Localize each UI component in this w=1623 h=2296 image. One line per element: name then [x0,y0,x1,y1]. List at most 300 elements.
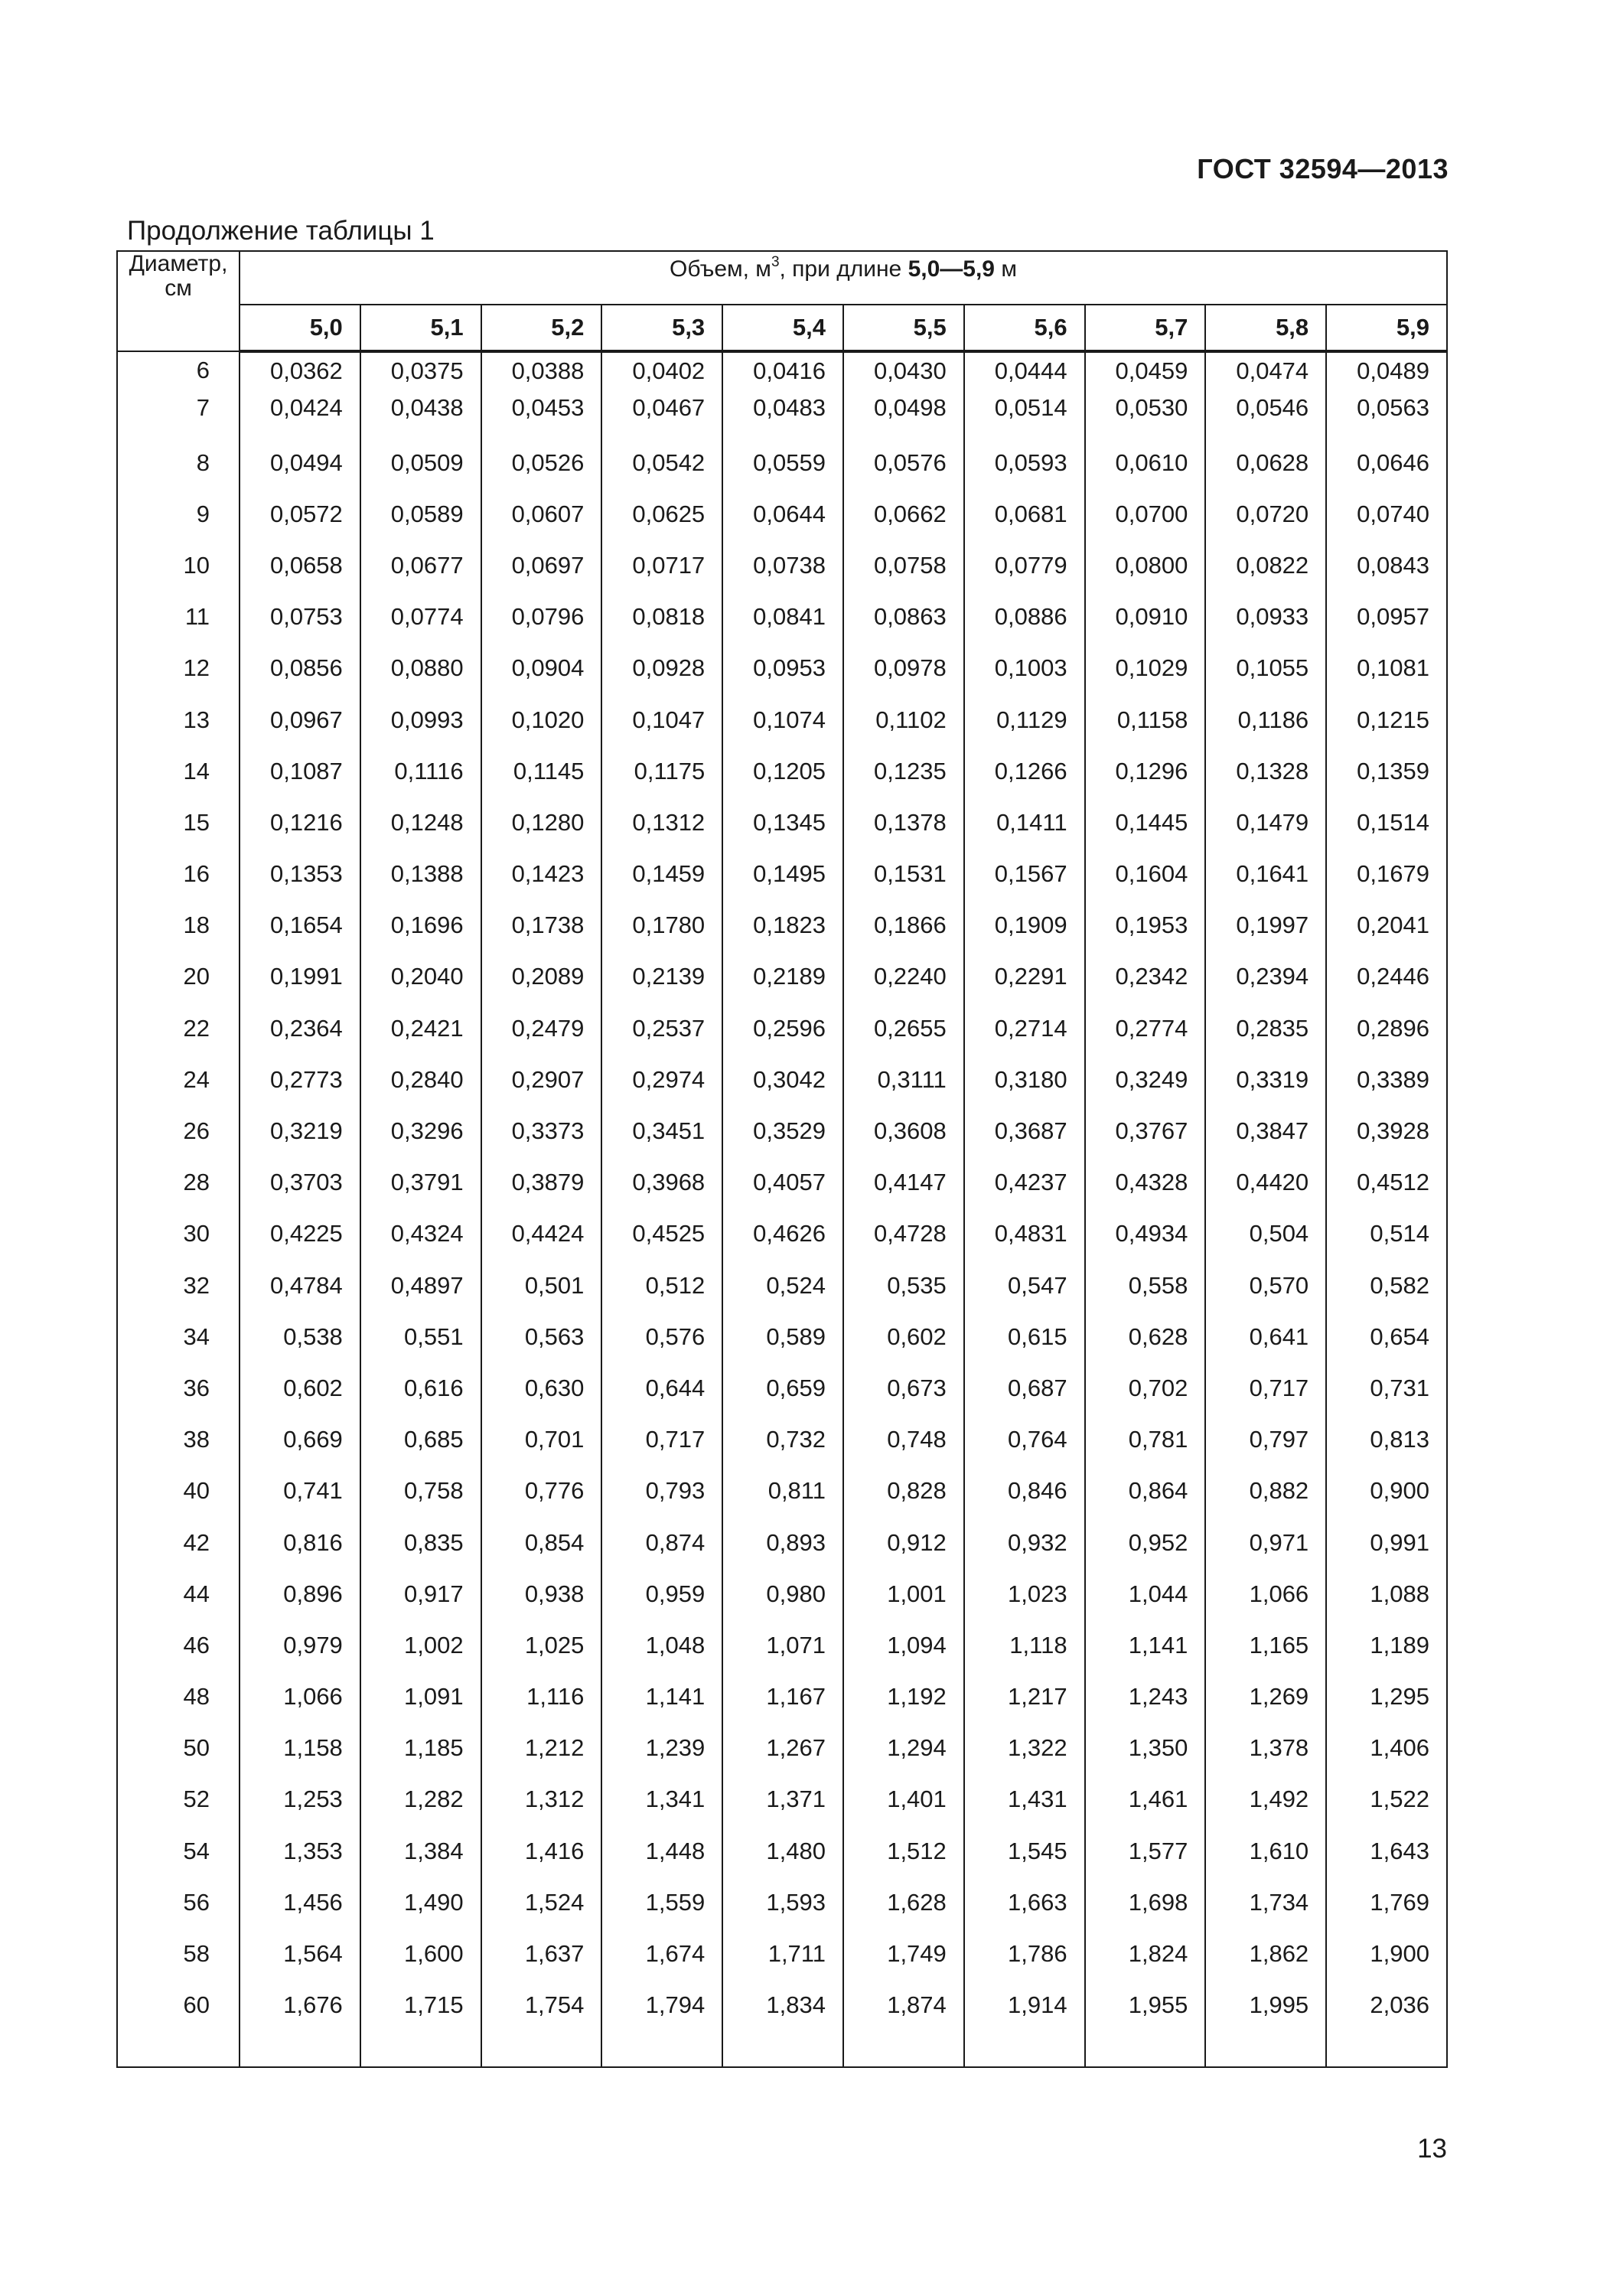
volume-cell: 0,0863 [843,592,964,643]
volume-cell: 0,932 [964,1517,1085,1568]
volume-cell: 0,3180 [964,1054,1085,1105]
volume-cell: 0,1738 [481,900,602,951]
volume-cell: 1,025 [481,1619,602,1671]
table-row [117,1105,1447,1156]
volume-cell: 1,350 [1085,1723,1206,1774]
volume-cell: 0,1823 [722,900,843,951]
volume-cell: 0,1411 [964,797,1085,848]
volume-cell: 0,1909 [964,900,1085,951]
volume-cell: 0,1102 [843,694,964,745]
volume-cell: 0,0559 [722,437,843,488]
volume-cell: 0,0646 [1326,437,1447,488]
volume-cell: 0,811 [722,1466,843,1517]
volume-cell: 0,0933 [1205,592,1326,643]
table-row [117,592,1447,643]
volume-cell: 1,593 [722,1877,843,1928]
volume-cell: 0,2394 [1205,951,1326,1003]
volume-cell: 0,1953 [1085,900,1206,951]
volume-cell: 1,577 [1085,1825,1206,1877]
volume-cell: 1,066 [1205,1568,1326,1619]
page-number: 13 [1417,2134,1447,2164]
volume-cell: 0,0796 [481,592,602,643]
volume-cell: 0,0856 [240,643,360,694]
table-row [117,1825,1447,1877]
volume-cell: 0,1248 [360,797,481,848]
volume-cell: 0,0467 [601,393,722,437]
volume-cell: 0,0658 [240,540,360,591]
volume-cell: 0,3319 [1205,1054,1326,1105]
volume-cell: 0,0822 [1205,540,1326,591]
volume-cell: 0,0625 [601,488,722,540]
volume-cell: 1,353 [240,1825,360,1877]
volume-cell: 0,4324 [360,1208,481,1260]
table-row [117,393,1447,437]
volume-header-range: 5,0—5,9 [908,256,995,282]
volume-cell: 0,917 [360,1568,481,1619]
length-header-cell: 5,9 [1326,305,1447,351]
volume-cell: 0,816 [240,1517,360,1568]
volume-cell: 0,701 [481,1414,602,1466]
volume-cell: 0,4512 [1326,1157,1447,1208]
volume-cell: 0,991 [1326,1517,1447,1568]
volume-cell: 1,874 [843,1980,964,2031]
volume-cell: 0,2974 [601,1054,722,1105]
table-row [117,437,1447,488]
volume-cell: 0,900 [1326,1466,1447,1517]
diameter-cell: 52 [117,1774,240,1825]
volume-header-superscript: 3 [771,254,780,270]
volume-cell: 0,3373 [481,1105,602,1156]
volume-cell: 0,4424 [481,1208,602,1260]
volume-cell: 0,980 [722,1568,843,1619]
table-row [117,1003,1447,1054]
table-row [117,694,1447,745]
volume-cell: 0,1378 [843,797,964,848]
table-row [117,951,1447,1003]
volume-cell: 0,0720 [1205,488,1326,540]
volume-cell: 0,570 [1205,1260,1326,1311]
volume-cell: 0,4897 [360,1260,481,1311]
volume-cell: 2,036 [1326,1980,1447,2031]
table-bottom-spacer [117,2031,1447,2067]
spacer-cell [117,2031,240,2067]
volume-cell: 0,659 [722,1362,843,1414]
volume-cell: 0,0438 [360,393,481,437]
volume-cell: 0,882 [1205,1466,1326,1517]
diameter-cell: 10 [117,540,240,591]
volume-cell: 0,2537 [601,1003,722,1054]
volume-cell: 0,1280 [481,797,602,848]
volume-cell: 0,535 [843,1260,964,1311]
diameter-cell: 50 [117,1723,240,1774]
volume-cell: 0,2596 [722,1003,843,1054]
volume-cell: 0,1020 [481,694,602,745]
volume-cell: 0,702 [1085,1362,1206,1414]
volume-cell: 0,1997 [1205,900,1326,951]
volume-cell: 0,1459 [601,849,722,900]
volume-cell: 0,748 [843,1414,964,1466]
table-row [117,849,1447,900]
volume-cell: 0,514 [1326,1208,1447,1260]
volume-cell: 0,3767 [1085,1105,1206,1156]
table-row [117,1260,1447,1311]
volume-cell: 0,3847 [1205,1105,1326,1156]
diameter-cell: 12 [117,643,240,694]
table-row [117,1208,1447,1260]
table-row [117,351,1447,393]
spacer-cell [240,2031,360,2067]
volume-cell: 1,490 [360,1877,481,1928]
volume-cell: 0,3703 [240,1157,360,1208]
volume-cell: 0,1145 [481,745,602,797]
length-header-cell: 5,0 [240,305,360,351]
volume-cell: 0,4057 [722,1157,843,1208]
spacer-cell [601,2031,722,2067]
volume-cell: 0,1696 [360,900,481,951]
volume-cell: 0,547 [964,1260,1085,1311]
volume-cell: 0,764 [964,1414,1085,1466]
volume-cell: 1,794 [601,1980,722,2031]
volume-cell: 0,2139 [601,951,722,1003]
volume-cell: 0,0697 [481,540,602,591]
volume-cell: 0,1116 [360,745,481,797]
volume-cell: 1,416 [481,1825,602,1877]
volume-cell: 1,091 [360,1671,481,1723]
table-row [117,900,1447,951]
volume-cell: 0,582 [1326,1260,1447,1311]
volume-cell: 0,1074 [722,694,843,745]
length-header-cell: 5,8 [1205,305,1326,351]
volume-cell: 0,776 [481,1466,602,1517]
volume-cell: 0,504 [1205,1208,1326,1260]
length-header-cell: 5,3 [601,305,722,351]
diameter-cell: 44 [117,1568,240,1619]
volume-cell: 0,0700 [1085,488,1206,540]
volume-cell: 0,846 [964,1466,1085,1517]
volume-cell: 0,1296 [1085,745,1206,797]
volume-cell: 0,3111 [843,1054,964,1105]
volume-cell: 0,952 [1085,1517,1206,1568]
volume-cell: 0,1055 [1205,643,1326,694]
volume-cell: 0,685 [360,1414,481,1466]
table-row [117,643,1447,694]
volume-cell: 0,563 [481,1311,602,1362]
volume-cell: 0,4237 [964,1157,1085,1208]
volume-cell: 0,0362 [240,351,360,393]
volume-cell: 0,0880 [360,643,481,694]
volume-cell: 1,158 [240,1723,360,1774]
volume-cell: 1,786 [964,1928,1085,1979]
volume-cell: 1,914 [964,1980,1085,2031]
volume-cell: 0,0593 [964,437,1085,488]
volume-cell: 0,3968 [601,1157,722,1208]
spacer-cell [1085,2031,1206,2067]
volume-cell: 1,749 [843,1928,964,1979]
volume-cell: 1,002 [360,1619,481,1671]
volume-cell: 0,654 [1326,1311,1447,1362]
volume-cell: 0,0542 [601,437,722,488]
diameter-cell: 8 [117,437,240,488]
volume-cell: 0,0628 [1205,437,1326,488]
volume-cell: 0,1991 [240,951,360,1003]
volume-cell: 1,185 [360,1723,481,1774]
volume-cell: 0,1641 [1205,849,1326,900]
volume-cell: 1,676 [240,1980,360,2031]
volume-table [116,250,1448,2068]
volume-cell: 0,2342 [1085,951,1206,1003]
volume-cell: 0,0758 [843,540,964,591]
volume-cell: 0,3219 [240,1105,360,1156]
table-row [117,1517,1447,1568]
volume-cell: 0,630 [481,1362,602,1414]
diameter-cell: 24 [117,1054,240,1105]
volume-cell: 0,3687 [964,1105,1085,1156]
volume-cell: 1,610 [1205,1825,1326,1877]
length-header-cell: 5,7 [1085,305,1206,351]
table-row [117,1311,1447,1362]
volume-cell: 0,0644 [722,488,843,540]
diameter-cell: 46 [117,1619,240,1671]
volume-cell: 1,165 [1205,1619,1326,1671]
volume-cell: 0,524 [722,1260,843,1311]
table-row [117,1723,1447,1774]
volume-cell: 0,1679 [1326,849,1447,900]
volume-cell: 0,717 [1205,1362,1326,1414]
volume-cell: 1,243 [1085,1671,1206,1723]
volume-cell: 1,448 [601,1825,722,1877]
volume-cell: 0,2907 [481,1054,602,1105]
volume-cell: 0,0662 [843,488,964,540]
volume-cell: 1,192 [843,1671,964,1723]
diameter-cell: 14 [117,745,240,797]
volume-cell: 0,3451 [601,1105,722,1156]
volume-cell: 0,0753 [240,592,360,643]
volume-cell: 0,717 [601,1414,722,1466]
volume-cell: 1,900 [1326,1928,1447,1979]
volume-cell: 0,2240 [843,951,964,1003]
table-row [117,1774,1447,1825]
volume-cell: 0,732 [722,1414,843,1466]
volume-cell: 0,1047 [601,694,722,745]
volume-cell: 0,0489 [1326,351,1447,393]
volume-cell: 0,0576 [843,437,964,488]
volume-cell: 0,641 [1205,1311,1326,1362]
volume-cell: 1,769 [1326,1877,1447,1928]
volume-cell: 0,835 [360,1517,481,1568]
volume-cell: 0,854 [481,1517,602,1568]
volume-cell: 0,1423 [481,849,602,900]
volume-cell: 1,698 [1085,1877,1206,1928]
diameter-cell: 22 [117,1003,240,1054]
volume-cell: 1,118 [964,1619,1085,1671]
volume-cell: 1,217 [964,1671,1085,1723]
volume-cell: 0,0910 [1085,592,1206,643]
diameter-cell: 20 [117,951,240,1003]
volume-cell: 1,071 [722,1619,843,1671]
diameter-cell: 38 [117,1414,240,1466]
volume-cell: 0,0526 [481,437,602,488]
volume-cell: 0,0563 [1326,393,1447,437]
volume-cell: 0,0928 [601,643,722,694]
volume-cell: 1,995 [1205,1980,1326,2031]
volume-cell: 0,813 [1326,1414,1447,1466]
volume-cell: 0,0483 [722,393,843,437]
volume-cell: 0,4328 [1085,1157,1206,1208]
volume-cell: 0,673 [843,1362,964,1414]
table-row [117,1671,1447,1723]
volume-cell: 0,797 [1205,1414,1326,1466]
volume-cell: 0,1129 [964,694,1085,745]
volume-cell: 0,0498 [843,393,964,437]
volume-cell: 0,1604 [1085,849,1206,900]
volume-cell: 1,824 [1085,1928,1206,1979]
volume-cell: 0,0607 [481,488,602,540]
volume-cell: 0,758 [360,1466,481,1517]
volume-cell: 1,189 [1326,1619,1447,1671]
diameter-cell: 32 [117,1260,240,1311]
volume-cell: 1,401 [843,1774,964,1825]
volume-cell: 0,0774 [360,592,481,643]
length-header-cell: 5,5 [843,305,964,351]
table-row [117,1362,1447,1414]
volume-cell: 1,282 [360,1774,481,1825]
volume-cell: 0,4831 [964,1208,1085,1260]
volume-cell: 1,524 [481,1877,602,1928]
volume-cell: 1,628 [843,1877,964,1928]
volume-cell: 0,0444 [964,351,1085,393]
volume-cell: 1,637 [481,1928,602,1979]
volume-cell: 0,896 [240,1568,360,1619]
diameter-cell: 28 [117,1157,240,1208]
volume-cell: 0,1186 [1205,694,1326,745]
volume-cell: 1,559 [601,1877,722,1928]
volume-cell: 1,480 [722,1825,843,1877]
volume-cell: 1,600 [360,1928,481,1979]
volume-cell: 1,492 [1205,1774,1326,1825]
volume-cell: 0,602 [843,1311,964,1362]
volume-cell: 0,971 [1205,1517,1326,1568]
volume-cell: 0,1514 [1326,797,1447,848]
table-row [117,745,1447,797]
diameter-cell: 6 [117,351,240,393]
table-caption: Продолжение таблицы 1 [127,216,435,246]
volume-cell: 1,294 [843,1723,964,1774]
volume-cell: 0,0453 [481,393,602,437]
volume-cell: 0,0717 [601,540,722,591]
volume-cell: 0,2896 [1326,1003,1447,1054]
volume-cell: 0,1567 [964,849,1085,900]
volume-cell: 1,754 [481,1980,602,2031]
volume-cell: 0,0509 [360,437,481,488]
volume-header-suffix: м [994,256,1017,282]
volume-cell: 0,0843 [1326,540,1447,591]
volume-cell: 1,378 [1205,1723,1326,1774]
volume-cell: 0,3791 [360,1157,481,1208]
table-row [117,1619,1447,1671]
diameter-cell: 34 [117,1311,240,1362]
volume-cell: 0,1531 [843,849,964,900]
volume-cell: 0,3296 [360,1105,481,1156]
diameter-cell: 42 [117,1517,240,1568]
diameter-cell: 15 [117,797,240,848]
volume-cell: 0,1654 [240,900,360,951]
volume-cell: 1,212 [481,1723,602,1774]
diameter-header: Диаметр, см [117,251,240,351]
length-header-cell: 5,6 [964,305,1085,351]
volume-cell: 0,0530 [1085,393,1206,437]
volume-cell: 0,1388 [360,849,481,900]
volume-cell: 0,3249 [1085,1054,1206,1105]
diameter-cell: 13 [117,694,240,745]
length-header-cell: 5,1 [360,305,481,351]
volume-cell: 0,0957 [1326,592,1447,643]
spacer-cell [1326,2031,1447,2067]
volume-cell: 1,001 [843,1568,964,1619]
volume-cell: 0,0779 [964,540,1085,591]
volume-cell: 0,2479 [481,1003,602,1054]
volume-cell: 1,955 [1085,1980,1206,2031]
volume-cell: 0,551 [360,1311,481,1362]
volume-cell: 0,2291 [964,951,1085,1003]
volume-cell: 0,3042 [722,1054,843,1105]
volume-cell: 1,663 [964,1877,1085,1928]
volume-cell: 0,1003 [964,643,1085,694]
diameter-cell: 11 [117,592,240,643]
volume-cell: 0,0388 [481,351,602,393]
volume-cell: 0,0800 [1085,540,1206,591]
volume-cell: 0,1175 [601,745,722,797]
volume-cell: 1,674 [601,1928,722,1979]
table-row [117,797,1447,848]
volume-cell: 0,558 [1085,1260,1206,1311]
table-row [117,1466,1447,1517]
diameter-cell: 26 [117,1105,240,1156]
volume-cell: 0,669 [240,1414,360,1466]
volume-cell: 1,834 [722,1980,843,2031]
volume-cell: 0,793 [601,1466,722,1517]
volume-cell: 1,456 [240,1877,360,1928]
volume-cell: 0,0514 [964,393,1085,437]
volume-cell: 0,0424 [240,393,360,437]
volume-cell: 0,4934 [1085,1208,1206,1260]
volume-cell: 0,0474 [1205,351,1326,393]
volume-cell: 0,2189 [722,951,843,1003]
volume-cell: 0,1495 [722,849,843,900]
diameter-cell: 9 [117,488,240,540]
volume-cell: 1,253 [240,1774,360,1825]
diameter-cell: 56 [117,1877,240,1928]
volume-cell: 0,4147 [843,1157,964,1208]
table-row [117,540,1447,591]
volume-cell: 0,0572 [240,488,360,540]
volume-cell: 0,874 [601,1517,722,1568]
table-row [117,1980,1447,2031]
volume-cell: 1,322 [964,1723,1085,1774]
volume-cell: 0,4525 [601,1208,722,1260]
length-header-cell: 5,4 [722,305,843,351]
volume-cell: 1,431 [964,1774,1085,1825]
volume-cell: 0,2840 [360,1054,481,1105]
volume-cell: 1,545 [964,1825,1085,1877]
volume-cell: 0,628 [1085,1311,1206,1362]
volume-cell: 0,781 [1085,1414,1206,1466]
volume-cell: 0,0953 [722,643,843,694]
volume-cell: 0,0841 [722,592,843,643]
volume-cell: 0,2041 [1326,900,1447,951]
volume-cell: 0,828 [843,1466,964,1517]
volume-cell: 0,0494 [240,437,360,488]
volume-cell: 0,864 [1085,1466,1206,1517]
